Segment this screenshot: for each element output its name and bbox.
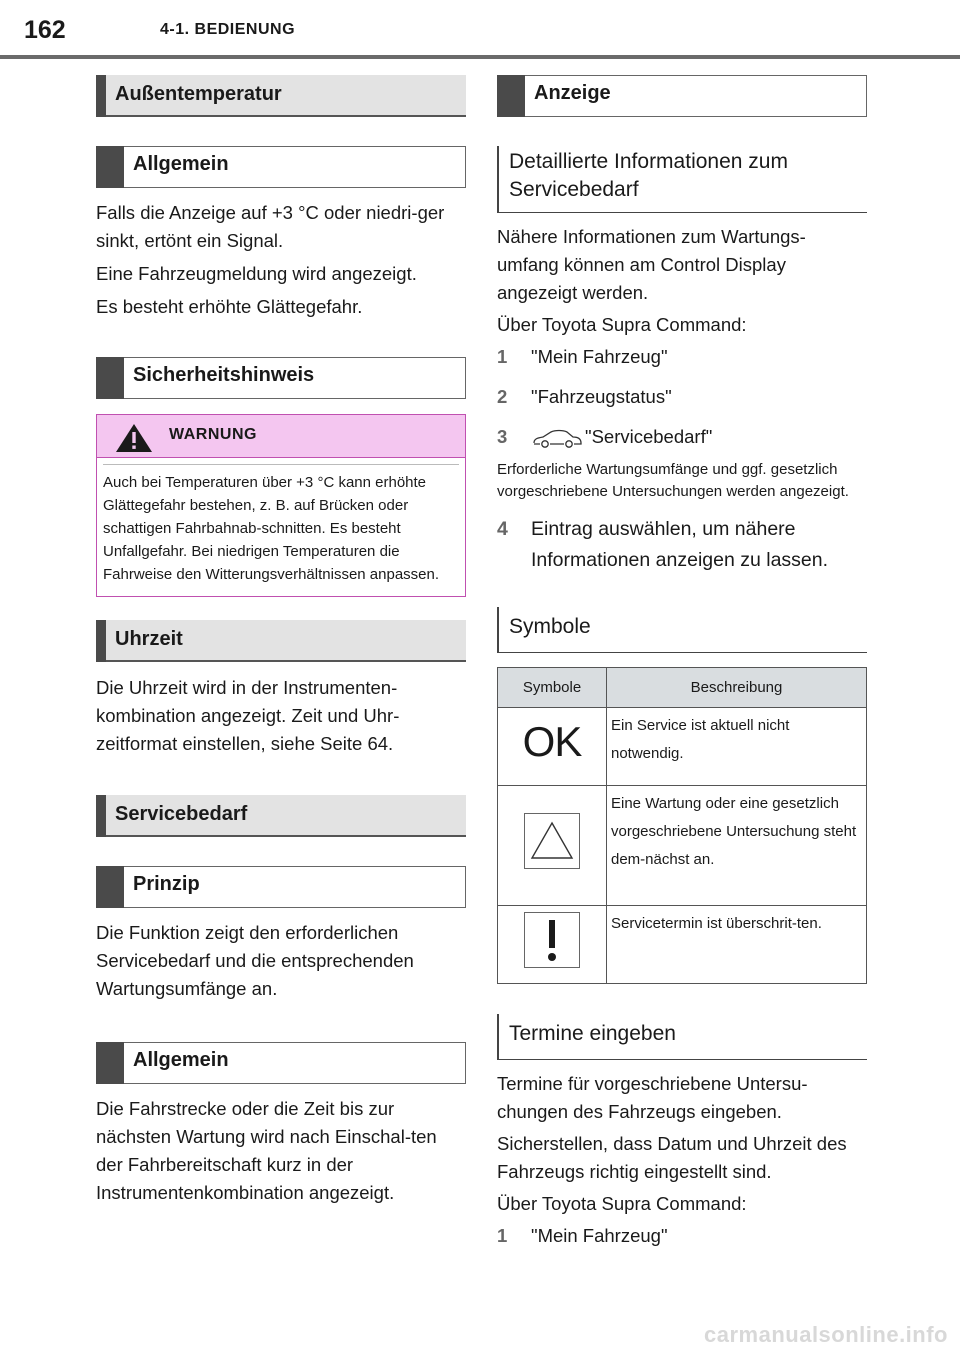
page-number: 162 xyxy=(24,16,66,44)
subsection-heading-symbole: Symbole xyxy=(497,607,867,653)
section-heading-servicebedarf: Servicebedarf xyxy=(96,795,466,837)
section-heading-aussentemperatur: Außentemperatur xyxy=(96,75,466,117)
subheading-anzeige: Anzeige xyxy=(497,75,867,117)
ok-symbol: OK xyxy=(522,717,582,765)
step-text: "Servicebedarf" xyxy=(585,426,713,447)
table-cell: Servicetermin ist überschrit-ten. xyxy=(607,906,867,984)
step-number: 3 xyxy=(497,426,508,447)
step-text: Eintrag auswählen, um nähere Informationen anzeigen zu lassen. xyxy=(531,518,829,571)
step-item xyxy=(497,514,867,576)
subheading-allgemein: Allgemein xyxy=(96,146,466,188)
warning-text: Auch bei Temperaturen über +3 °C kann erhöhte Glättegefahr bestehen, z. B. auf Brücken oder schattigen Fahrbahnab-schnitten. Es besteht Unfallgefahr. Bei niedrigen Temperaturen die Fahrweise den Witterungsverhältnissen anpassen. xyxy=(103,474,440,583)
warning-header xyxy=(97,415,465,458)
paragraph: Sicherstellen, dass Datum und Uhrzeit des Fahrzeugs richtig eingestellt sind. xyxy=(497,1133,847,1182)
warning-triangle-icon xyxy=(115,423,153,453)
paragraph: Termine für vorgeschriebene Untersu-chungen des Fahrzeugs eingeben. xyxy=(497,1073,808,1122)
table-header: Beschreibung xyxy=(607,668,867,708)
paragraph: Die Uhrzeit wird in der Instrumenten-kombination angezeigt. Zeit und Uhr-zeitformat einstellen, siehe Seite 64. xyxy=(96,677,400,754)
table-row xyxy=(498,786,867,906)
subsection-heading-termine-eingeben: Termine eingeben xyxy=(497,1014,867,1060)
chapter-title: 4-1. BEDIENUNG xyxy=(160,21,296,38)
service-due-triangle-icon xyxy=(524,813,580,869)
subheading-prinzip: Prinzip xyxy=(96,866,466,908)
step-text: "Fahrzeugstatus" xyxy=(531,386,672,407)
subsection-heading-detaillierte-informationen: Detaillierte Informationen zum Servicebedarf xyxy=(497,146,867,213)
paragraph: Eine Fahrzeugmeldung wird angezeigt. xyxy=(96,263,417,284)
subheading-allgemein-2: Allgemein xyxy=(96,1042,466,1084)
warning-box xyxy=(96,414,466,597)
step-text: "Mein Fahrzeug" xyxy=(531,1225,668,1246)
step-item xyxy=(497,383,867,411)
step-number: 4 xyxy=(497,518,508,540)
table-cell: Eine Wartung oder eine gesetzlich vorgeschriebene Untersuchung steht dem-nächst an. xyxy=(607,786,867,906)
step-item xyxy=(497,423,867,451)
table-row xyxy=(498,906,867,984)
paragraph: Über Toyota Supra Command: xyxy=(497,314,747,335)
car-icon xyxy=(531,427,583,449)
paragraph: Über Toyota Supra Command: xyxy=(497,1193,747,1214)
paragraph: Die Fahrstrecke oder die Zeit bis zur nächsten Wartung wird nach Einschal-ten der Fahrbereitschaft kurz in der Instrumentenkombination angezeigt. xyxy=(96,1098,437,1203)
subheading-sicherheitshinweis: Sicherheitshinweis xyxy=(96,357,466,399)
step-number: 2 xyxy=(497,386,508,407)
step-item xyxy=(497,343,867,371)
header-rule xyxy=(0,55,960,59)
service-overdue-exclamation-icon xyxy=(524,912,580,968)
watermark: carmanualsonline.info xyxy=(704,1322,948,1347)
table-header: Symbole xyxy=(498,668,607,708)
step-text: "Mein Fahrzeug" xyxy=(531,346,668,367)
divider xyxy=(103,464,459,465)
paragraph: Nähere Informationen zum Wartungs-umfang können am Control Display angezeigt werden. xyxy=(497,226,806,303)
step-number: 1 xyxy=(497,1225,508,1246)
right-column xyxy=(497,75,867,1250)
left-column xyxy=(96,75,466,1207)
table-cell: Ein Service ist aktuell nicht notwendig. xyxy=(607,708,867,786)
paragraph: Falls die Anzeige auf +3 °C oder niedri-ger sinkt, ertönt ein Signal. xyxy=(96,202,445,251)
step-number: 1 xyxy=(497,346,508,367)
warning-label: WARNUNG xyxy=(169,426,257,443)
section-heading-uhrzeit: Uhrzeit xyxy=(96,620,466,662)
step-item xyxy=(497,1222,867,1250)
paragraph: Die Funktion zeigt den erforderlichen Servicebedarf und die entsprechenden Wartungsumfänge an. xyxy=(96,922,414,999)
paragraph: Es besteht erhöhte Glättegefahr. xyxy=(96,296,363,317)
symbols-table xyxy=(497,667,867,984)
step-note: Erforderliche Wartungsumfänge und ggf. gesetzlich vorgeschriebene Untersuchungen werden angezeigt. xyxy=(497,461,849,500)
table-row xyxy=(498,708,867,786)
